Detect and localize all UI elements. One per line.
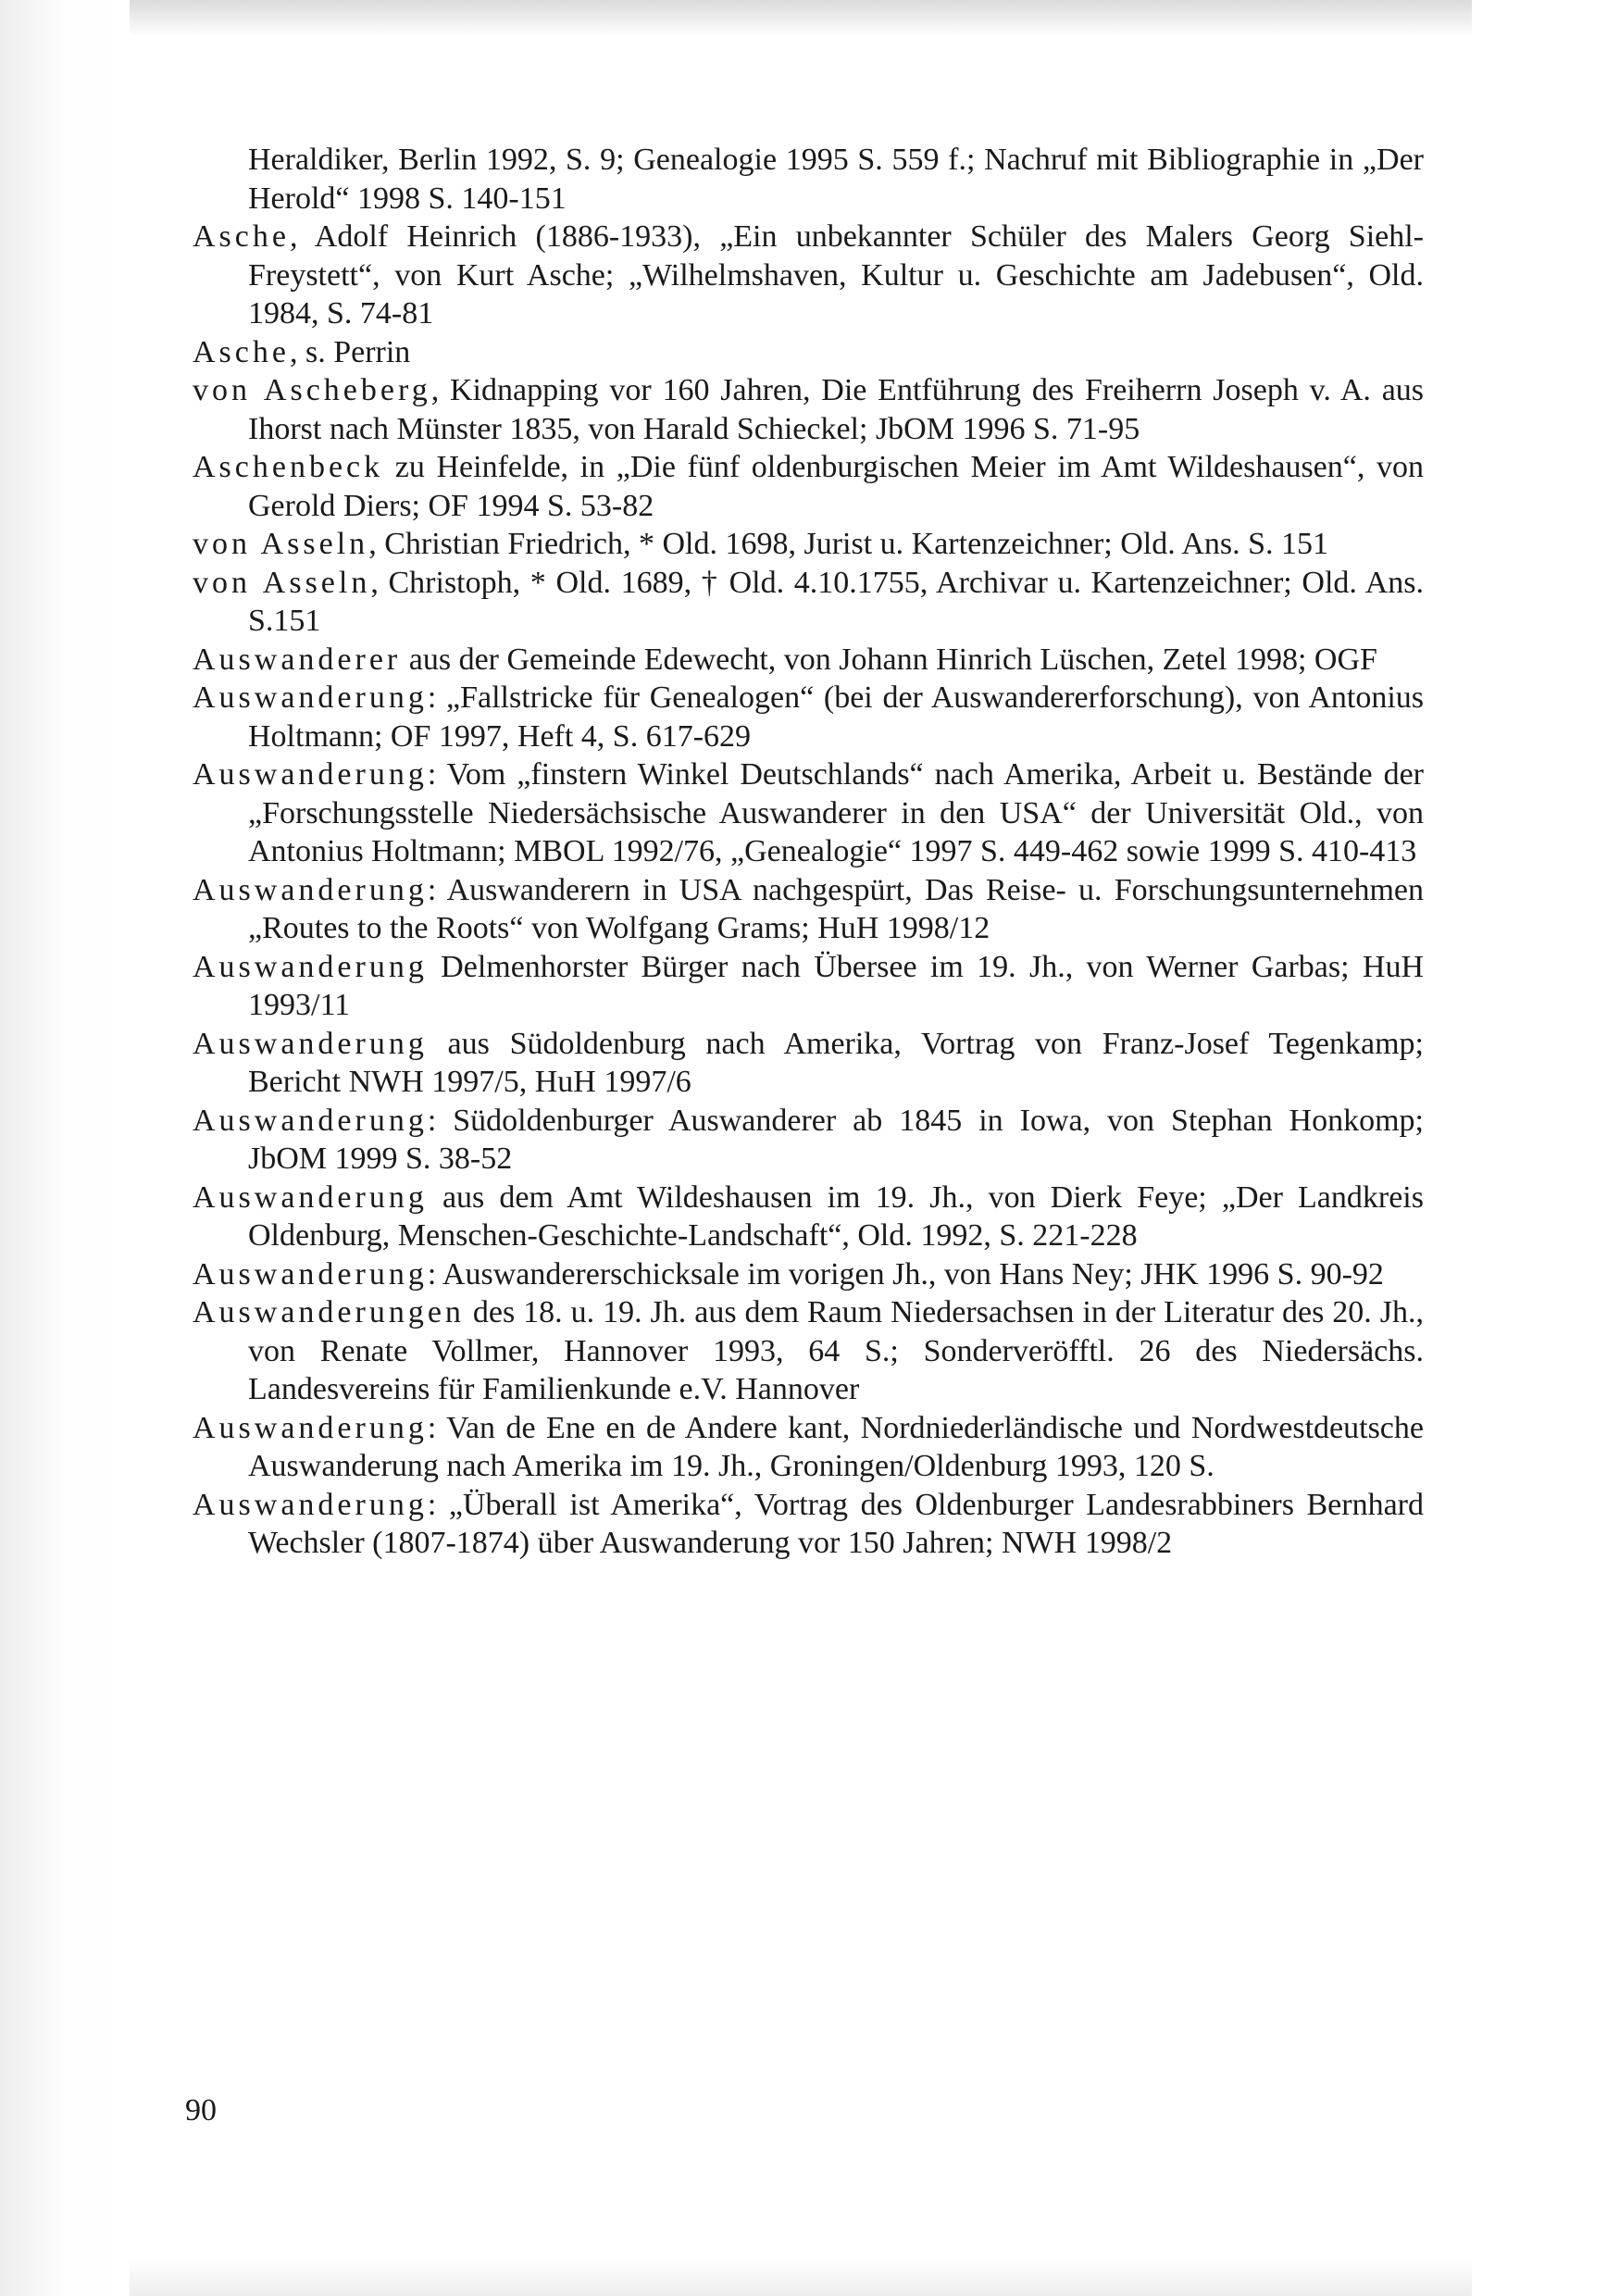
entry-text: : Südoldenburger Auswanderer ab 1845 in Iowa, von Stephan Honkomp; JbOM 1999 S. 38-52: [248, 1103, 1424, 1176]
entry-text: , Kidnapping vor 160 Jahren, Die Entführung des Freiherrn Joseph v. A. aus Ihorst nach Münster 1835, von Harald Schieckel; JbOM 1996 S. 71-95: [248, 373, 1425, 446]
entry-text: : „Fallstricke für Genealogen“ (bei der Auswandererforschung), von Antonius Holtmann; OF 1997, Heft 4, S. 617-629: [248, 680, 1424, 754]
entry-keyword: Auswanderer: [193, 642, 402, 677]
bibliography-entry: [193, 948, 1424, 1025]
scan-edge-shadow-bottom: [130, 2259, 1472, 2296]
entry-keyword: Auswanderung: [193, 1103, 428, 1138]
entry-text: aus Südoldenburg nach Amerika, Vortrag von Franz-Josef Tegenkamp; Bericht NWH 1997/5, HuH 1997/6: [248, 1026, 1424, 1099]
entry-text: zu Heinfelde, in „Die fünf oldenburgischen Meier im Amt Wildeshausen“, von Gerold Diers; OF 1994 S. 53-82: [248, 450, 1424, 523]
entry-keyword: von Ascheberg: [193, 373, 431, 407]
page-number: 90: [185, 2093, 217, 2128]
entry-text: aus dem Amt Wildeshausen im 19. Jh., von Dierk Feye; „Der Landkreis Oldenburg, Menschen-Geschichte-Landschaft“, Old. 1992, S. 221-228: [248, 1179, 1424, 1253]
entry-keyword: Asche: [193, 219, 290, 254]
bibliography-entry: [193, 1025, 1424, 1102]
bibliography-entry: [193, 871, 1424, 948]
entry-text: : Auswanderern in USA nachgespürt, Das Reise- u. Forschungsunternehmen „Routes to the Roots“ von Wolfgang Grams; HuH 1998/12: [248, 872, 1424, 945]
entry-text: : Van de Ene en de Andere kant, Nordniederländische und Nordwestdeutsche Auswanderung nach Amerika im 19. Jh., Groningen/Oldenburg 1993, 120 S.: [248, 1410, 1424, 1483]
entry-text: Delmenhorster Bürger nach Übersee im 19. Jh., von Werner Garbas; HuH 1993/11: [248, 949, 1424, 1022]
entry-keyword: Aschenbeck: [193, 450, 384, 484]
entry-keyword: Auswanderung: [193, 1487, 428, 1522]
entry-keyword: Auswanderung: [193, 1026, 428, 1061]
entry-keyword: Auswanderung: [193, 1410, 428, 1445]
entry-text: , Adolf Heinrich (1886-1933), „Ein unbekannter Schüler des Malers Georg Siehl-Freystett“, von Kurt Asche; „Wilhelmshaven, Kultur u. Geschichte am Jadebusen“, Old. 1984, S. 74-81: [248, 219, 1424, 331]
entry-keyword: Auswanderung: [193, 680, 428, 715]
entry-keyword: Auswanderung: [193, 1179, 428, 1215]
bibliography-list: [193, 141, 1424, 1563]
bibliography-entry: [193, 1486, 1424, 1563]
entry-keyword: Auswanderung: [193, 1256, 428, 1292]
scan-edge-shadow-top: [130, 0, 1472, 37]
entry-keyword: Auswanderungen: [193, 1295, 465, 1329]
bibliography-entry: [193, 679, 1424, 755]
entry-text: Heraldiker, Berlin 1992, S. 9; Genealogie 1995 S. 559 f.; Nachruf mit Bibliographie in „Der Herold“ 1998 S. 140-151: [248, 143, 1424, 216]
entry-text: : Auswandererschicksale im vorigen Jh., von Hans Ney; JHK 1996 S. 90-92: [427, 1256, 1384, 1292]
bibliography-entry: [193, 1102, 1424, 1179]
bibliography-entry: [193, 1255, 1424, 1294]
entry-keyword: Auswanderung: [193, 872, 428, 907]
entry-text: , Christoph, * Old. 1689, † Old. 4.10.1755, Archivar u. Kartenzeichner; Old. Ans. S.151: [248, 565, 1424, 638]
bibliography-entry: [193, 218, 1424, 333]
entry-text: , s. Perrin: [289, 334, 411, 369]
entry-keyword: Auswanderung: [193, 757, 428, 792]
bibliography-entry: [193, 755, 1424, 871]
bibliography-entry: [193, 333, 1424, 372]
entry-keyword: Asche: [193, 334, 290, 369]
entry-text: : „Überall ist Amerika“, Vortrag des Oldenburger Landesrabbiners Bernhard Wechsler (1807-1874) über Auswanderung vor 150 Jahren; NWH 1998/2: [248, 1487, 1424, 1560]
entry-text: : Vom „finstern Winkel Deutschlands“ nach Amerika, Arbeit u. Bestände der „Forschungsstelle Niedersächsische Auswanderer in den USA“ der Universität Old., von Antonius Holtmann; MBOL 1992/76, „Genealogie“ 1997 S. 449-462 sowie 1999 S. 410-413: [248, 757, 1424, 868]
entry-keyword: Auswanderung: [193, 949, 428, 984]
bibliography-entry-continuation: [193, 141, 1424, 218]
bibliography-entry: [193, 1409, 1424, 1486]
entry-keyword: von Asseln: [193, 565, 371, 600]
bibliography-entry: [193, 371, 1424, 448]
bibliography-entry: [193, 448, 1424, 525]
bibliography-entry: [193, 564, 1424, 641]
entry-text: des 18. u. 19. Jh. aus dem Raum Niedersachsen in der Literatur des 20. Jh., von Renate Vollmer, Hannover 1993, 64 S.; Sonderveröfftl. 26 des Niedersächs. Landesvereins für Familienkunde e.V. Hannover: [248, 1295, 1424, 1406]
bibliography-entry: [193, 525, 1424, 564]
bibliography-entry: [193, 641, 1424, 680]
entry-text: aus der Gemeinde Edewecht, von Johann Hinrich Lüschen, Zetel 1998; OGF: [401, 642, 1377, 677]
bibliography-entry: [193, 1293, 1424, 1409]
entry-keyword: von Asseln: [193, 527, 369, 561]
scan-edge-shadow-left: [0, 0, 130, 2296]
bibliography-entry: [193, 1179, 1424, 1255]
entry-text: , Christian Friedrich, * Old. 1698, Jurist u. Kartenzeichner; Old. Ans. S. 151: [368, 527, 1329, 561]
